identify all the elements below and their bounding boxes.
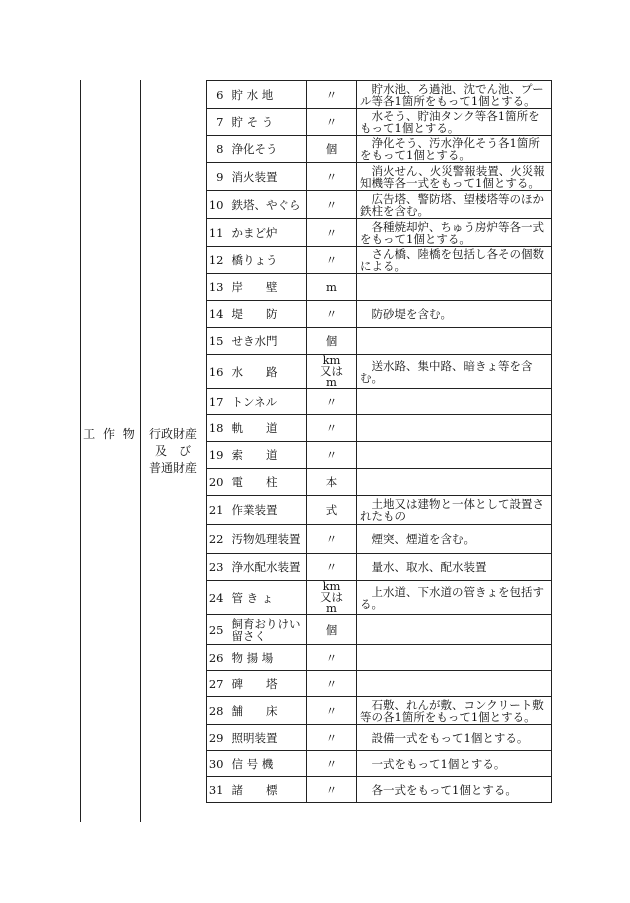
major-category-label: 工 作 物	[83, 427, 137, 441]
item-note: 広告塔、警防塔、望楼塔等のほか鉄柱を含む。	[357, 191, 552, 219]
table-row	[207, 274, 552, 301]
item-number: 26	[207, 645, 229, 671]
table-row	[207, 247, 552, 274]
item-note	[357, 389, 552, 415]
item-name: 作業装置	[229, 496, 307, 525]
item-number: 25	[207, 615, 229, 645]
item-note: さん橋、陸橋を包括し各その個数による。	[357, 247, 552, 274]
item-unit	[307, 81, 357, 109]
item-unit	[307, 777, 357, 803]
items-table-body	[207, 81, 552, 803]
item-unit	[307, 671, 357, 697]
item-name: 浄水配水装置	[229, 554, 307, 581]
item-unit	[307, 442, 357, 469]
item-unit-text: 〃	[325, 560, 338, 574]
item-number: 17	[207, 389, 229, 415]
item-unit	[307, 415, 357, 442]
item-unit-text: 〃	[325, 394, 338, 409]
item-unit	[307, 274, 357, 301]
sub-category-line: 行政財産	[148, 427, 197, 441]
item-number: 8	[207, 136, 229, 163]
table-row	[207, 525, 552, 554]
item-name: 飼育おりけい留さく	[229, 615, 307, 645]
item-number: 11	[207, 219, 229, 247]
table-row	[207, 355, 552, 389]
item-unit-text: 〃	[325, 421, 338, 435]
item-name: 軌 道	[229, 415, 307, 442]
item-unit	[307, 328, 357, 355]
item-unit-text: 〃	[325, 448, 338, 462]
item-unit-text: 〃	[325, 307, 338, 321]
item-note	[357, 645, 552, 671]
item-unit-text: km又はm	[320, 579, 343, 615]
item-name: 信 号 機	[229, 751, 307, 777]
table-row	[207, 415, 552, 442]
item-unit	[307, 525, 357, 554]
table-row	[207, 751, 552, 777]
item-number: 28	[207, 697, 229, 725]
item-number: 27	[207, 671, 229, 697]
item-unit	[307, 355, 357, 389]
table-row	[207, 219, 552, 247]
item-unit-text: 個	[325, 622, 338, 637]
item-note	[357, 274, 552, 301]
table-row	[207, 615, 552, 645]
item-unit-text: 〃	[325, 115, 338, 129]
item-unit-text: 本	[325, 475, 338, 489]
item-unit-text: 〃	[325, 87, 338, 102]
item-note: 水そう、貯油タンク等各1箇所をもって1個とする。	[357, 109, 552, 136]
table-row	[207, 554, 552, 581]
item-unit	[307, 554, 357, 581]
item-unit	[307, 301, 357, 328]
item-number: 12	[207, 247, 229, 274]
table-row	[207, 442, 552, 469]
item-unit-text: 〃	[325, 782, 338, 797]
item-name: 水 路	[229, 355, 307, 389]
item-unit	[307, 645, 357, 671]
item-number: 21	[207, 496, 229, 525]
item-unit-text: 式	[325, 503, 338, 517]
item-unit-text: 〃	[325, 756, 338, 771]
item-unit	[307, 136, 357, 163]
item-number: 13	[207, 274, 229, 301]
item-number: 16	[207, 355, 229, 389]
table-row	[207, 328, 552, 355]
item-note: 土地又は建物と一体として設置されたもの	[357, 496, 552, 525]
item-name: 碑 塔	[229, 671, 307, 697]
item-number: 7	[207, 109, 229, 136]
item-note: 石敷、れんが敷、コンクリート敷等の各1箇所をもって1個とする。	[357, 697, 552, 725]
table-row	[207, 136, 552, 163]
table-row	[207, 163, 552, 191]
item-number: 6	[207, 81, 229, 109]
item-unit	[307, 581, 357, 615]
item-name: 消火装置	[229, 163, 307, 191]
item-unit	[307, 163, 357, 191]
item-unit	[307, 725, 357, 751]
item-number: 29	[207, 725, 229, 751]
item-name: 物 揚 場	[229, 645, 307, 671]
item-unit	[307, 469, 357, 496]
item-number: 23	[207, 554, 229, 581]
table-row	[207, 581, 552, 615]
item-unit-text: 〃	[325, 730, 338, 745]
item-unit-text: 〃	[325, 197, 338, 212]
item-unit	[307, 109, 357, 136]
item-note: 上水道、下水道の管きょを包括する。	[357, 581, 552, 615]
item-unit	[307, 247, 357, 274]
item-unit	[307, 191, 357, 219]
item-name: 橋りょう	[229, 247, 307, 274]
table-row	[207, 671, 552, 697]
item-unit-text: 〃	[325, 676, 338, 691]
item-name: 浄化そう	[229, 136, 307, 163]
item-unit	[307, 496, 357, 525]
item-note: 貯水池、ろ過池、沈でん池、プール等各1箇所をもって1個とする。	[357, 81, 552, 109]
item-name: 貯 水 地	[229, 81, 307, 109]
item-note: 消火せん、火災警報装置、火災報知機等各一式をもって1個とする。	[357, 163, 552, 191]
table-row	[207, 725, 552, 751]
item-note	[357, 469, 552, 496]
item-name: 貯 そ う	[229, 109, 307, 136]
item-unit-text: 〃	[325, 225, 338, 240]
item-number: 18	[207, 415, 229, 442]
item-unit-text: 〃	[325, 169, 338, 184]
item-unit-text: m	[326, 280, 337, 294]
item-unit-text: 〃	[325, 253, 338, 267]
table-row	[207, 645, 552, 671]
item-unit-text: 〃	[325, 650, 338, 665]
item-name: かまど炉	[229, 219, 307, 247]
item-unit-text: 〃	[325, 532, 338, 546]
item-name: 照明装置	[229, 725, 307, 751]
item-note	[357, 615, 552, 645]
table-row	[207, 109, 552, 136]
item-name: 汚物処理装置	[229, 525, 307, 554]
item-unit-text: 個	[325, 142, 338, 156]
item-name: 索 道	[229, 442, 307, 469]
item-name: 鉄塔、やぐら	[229, 191, 307, 219]
sub-category-line: 及 び	[154, 444, 191, 458]
table-row	[207, 301, 552, 328]
item-unit	[307, 615, 357, 645]
table-row	[207, 191, 552, 219]
item-number: 10	[207, 191, 229, 219]
table-row	[207, 469, 552, 496]
item-note: 浄化そう、汚水浄化そう各1箇所をもって1個とする。	[357, 136, 552, 163]
item-note: 送水路、集中路、暗きょ等を含む。	[357, 355, 552, 389]
item-note: 各一式をもって1個とする。	[357, 777, 552, 803]
item-number: 30	[207, 751, 229, 777]
item-note	[357, 328, 552, 355]
item-name: 諸 標	[229, 777, 307, 803]
item-name: トンネル	[229, 389, 307, 415]
item-note	[357, 442, 552, 469]
item-number: 22	[207, 525, 229, 554]
item-number: 14	[207, 301, 229, 328]
item-note: 防砂堤を含む。	[357, 301, 552, 328]
table-row	[207, 496, 552, 525]
item-number: 20	[207, 469, 229, 496]
item-unit-text: 〃	[325, 703, 338, 718]
table-row	[207, 777, 552, 803]
item-number: 24	[207, 581, 229, 615]
item-note	[357, 415, 552, 442]
item-note	[357, 671, 552, 697]
item-unit	[307, 219, 357, 247]
item-number: 9	[207, 163, 229, 191]
table-row	[207, 697, 552, 725]
table-row	[207, 389, 552, 415]
sub-category-line: 普通財産	[148, 461, 197, 475]
item-name: 管 き ょ	[229, 581, 307, 615]
item-note: 設備一式をもって1個とする。	[357, 725, 552, 751]
left-border-line	[80, 80, 81, 822]
items-table	[206, 80, 552, 803]
item-name: 電 柱	[229, 469, 307, 496]
item-unit	[307, 389, 357, 415]
item-name: 岸 壁	[229, 274, 307, 301]
item-name: 舗 床	[229, 697, 307, 725]
item-note: 煙突、煙道を含む。	[357, 525, 552, 554]
item-note: 各種焼却炉、ちゅう房炉等各一式をもって1個とする。	[357, 219, 552, 247]
item-note: 量水、取水、配水装置	[357, 554, 552, 581]
item-note: 一式をもって1個とする。	[357, 751, 552, 777]
item-unit	[307, 697, 357, 725]
item-unit	[307, 751, 357, 777]
item-unit-text: 個	[325, 334, 338, 348]
item-number: 31	[207, 777, 229, 803]
item-name: せき水門	[229, 328, 307, 355]
item-unit-text: km又はm	[320, 353, 343, 389]
item-number: 19	[207, 442, 229, 469]
item-name: 堤 防	[229, 301, 307, 328]
table-row	[207, 81, 552, 109]
sub-category-label	[140, 426, 206, 477]
item-number: 15	[207, 328, 229, 355]
